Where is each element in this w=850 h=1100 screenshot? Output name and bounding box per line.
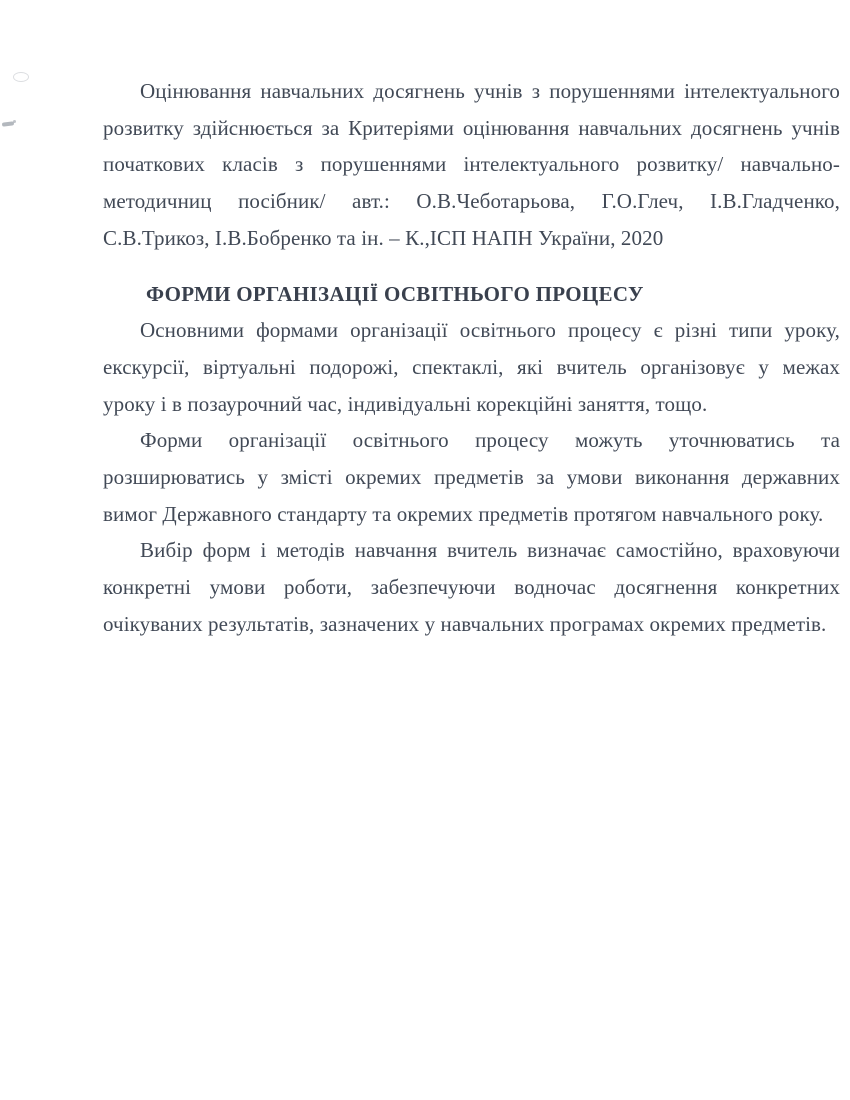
- paragraph-1-line-1: Оцінювання навчальних досягнень учнів з порушеннями інтелектуального: [140, 79, 840, 103]
- paragraph-2-line-1: Основними формами організації освітнього процесу є різні типи уроку,: [140, 318, 840, 343]
- paragraph-2-line-2: екскурсії, віртуальні подорожі, спектаклі, які вчитель організовує у межах: [103, 354, 840, 379]
- document-text-block: [103, 73, 840, 643]
- paragraph-1-line-5: С.В.Трикоз, І.В.Бобренко та ін. – К.,ІСП НАПН України, 2020: [103, 225, 664, 250]
- scan-artifact-dot: [13, 120, 16, 123]
- scan-artifact-ellipse: [13, 72, 29, 82]
- paragraph-4-line-3: очікуваних результатів, зазначених у навчальних програмах окремих предметів.: [103, 611, 827, 636]
- paragraph-3-line-2: розширюватись у змісті окремих предметів за умови виконання державних: [103, 465, 840, 490]
- paragraph-1-line-2: розвитку здійснюється за Критеріями оцінювання навчальних досягнень учнів: [103, 115, 840, 140]
- paragraph-4-line-1: Вибір форм і методів навчання вчитель визначає самостійно, враховуючи: [140, 538, 840, 563]
- paragraph-1-line-3: початкових класів з порушеннями інтелектуального розвитку/ навчально-: [103, 152, 840, 177]
- paragraph-4-line-2: конкретні умови роботи, забезпечуючи водночас досягнення конкретних: [103, 575, 840, 600]
- paragraph-3-line-1: Форми організації освітнього процесу можуть уточнюватись та: [140, 428, 840, 453]
- paragraph-2-line-3: уроку і в позаурочний час, індивідуальні корекційні заняття, тощо.: [103, 391, 708, 416]
- section-heading: ФОРМИ ОРГАНІЗАЦІЇ ОСВІТНЬОГО ПРОЦЕСУ: [146, 281, 644, 306]
- paragraph-3-line-3: вимог Державного стандарту та окремих предметів протягом навчального року.: [103, 501, 824, 526]
- paragraph-1-line-4: методичниц посібник/ авт.: О.В.Чеботарьова, Г.О.Глеч, І.В.Гладченко,: [103, 189, 840, 214]
